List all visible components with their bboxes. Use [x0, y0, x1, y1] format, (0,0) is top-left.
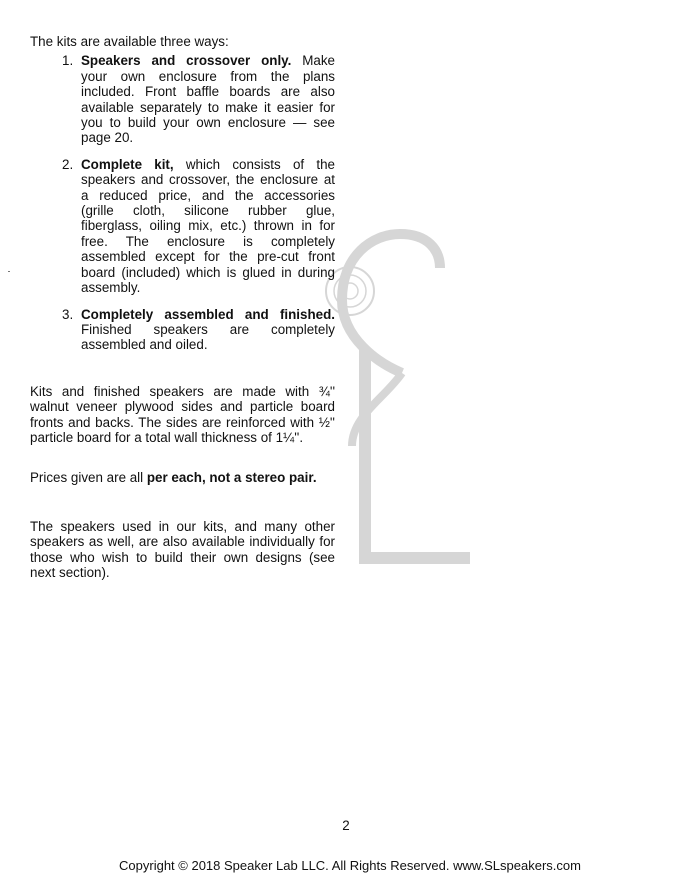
kit-option-body: Make your own enclosure from the plans included. Front baffle boards are also available separately to make it easier for you to build your own enclosure — see page 20. [81, 53, 336, 146]
speakers-paragraph: The speakers used in our kits, and many other speakers as well, are also available individually for those who wish to build their own designs (see next section). [30, 518, 335, 580]
watermark-disc-mid [334, 275, 366, 307]
watermark-s-curve [342, 234, 440, 373]
kit-options-list [30, 53, 335, 352]
prices-emphasis: per each, not a stereo pair. [146, 470, 317, 486]
page-number: 2 [342, 818, 350, 833]
kit-option-title: Complete kit, [81, 156, 174, 172]
scan-speck [8, 271, 10, 272]
copyright-footer: Copyright © 2018 Speaker Lab LLC. All Rights Reserved. www.SLspeakers.com [119, 858, 581, 873]
prices-paragraph [30, 470, 335, 485]
prices-lead: Prices given are all [30, 470, 147, 486]
kit-option-body: which consists of the speakers and crossover, the enclosure at a reduced price, and the accessories (grille cloth, silicone rubber glue, fiberglass, oiling mix, etc.) thrown in for free. The enclosure is completely assembled except for the pre-cut front board (included) which is glued in during assembly. [81, 156, 335, 296]
kits-intro: The kits are available three ways: [30, 34, 229, 49]
kit-option-1 [30, 53, 335, 145]
kit-option-2 [30, 157, 335, 296]
kit-option-3 [30, 307, 335, 353]
kit-option-body: Finished speakers are completely assembled and oiled. [81, 321, 335, 353]
kit-option-title: Completely assembled and finished. [81, 306, 335, 322]
watermark-disc-inner [342, 283, 358, 299]
watermark-s-lower [352, 373, 402, 446]
kit-option-number: 3. [62, 306, 74, 322]
kit-option-title: Speakers and crossover only. [81, 53, 292, 69]
watermark-l-stem [365, 348, 470, 558]
kit-option-number: 2. [62, 156, 74, 172]
kit-option-number: 1. [62, 53, 74, 69]
body-text-column [30, 34, 335, 580]
materials-paragraph: Kits and finished speakers are made with ¾'' walnut veneer plywood sides and particle board fronts and backs. The sides are reinforced with ½'' particle board for a total wall thickness of 1¼''. [30, 383, 335, 445]
